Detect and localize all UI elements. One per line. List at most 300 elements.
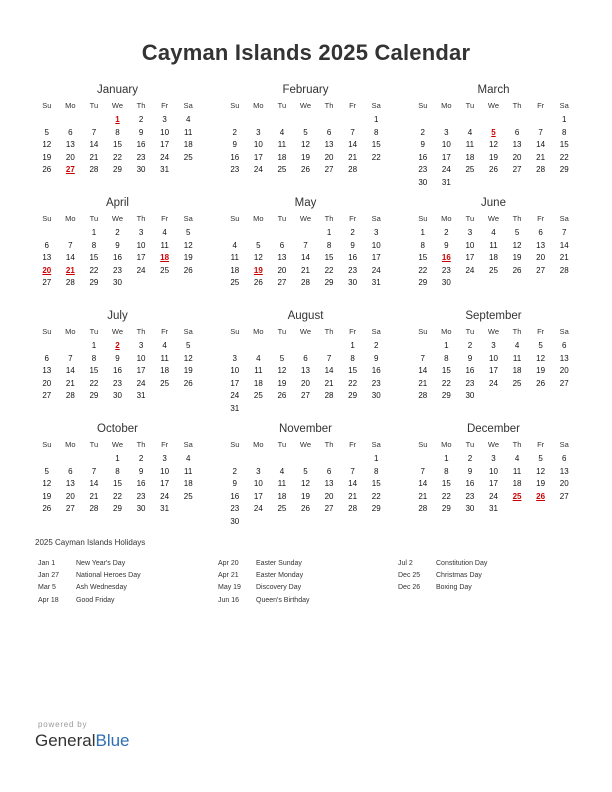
day-cell: 1 (115, 454, 120, 463)
day-cell: 31 (489, 504, 498, 514)
holiday-item (218, 582, 398, 594)
day-cell: 23 (230, 504, 240, 514)
day-cell: 12 (183, 240, 193, 250)
day-cell: 10 (465, 240, 475, 250)
empty-day-cell (505, 114, 529, 127)
weekday-label: Th (324, 440, 334, 449)
day-cell: 27 (536, 265, 546, 275)
day-cell: 20 (65, 152, 75, 162)
week-row (223, 152, 388, 165)
month-name: December (466, 423, 521, 435)
month-name: October (97, 423, 138, 435)
day-cell: 24 (136, 265, 146, 275)
day-cell: 10 (136, 353, 146, 363)
day-cell: 8 (444, 466, 449, 476)
day-cell: 31 (160, 165, 170, 175)
day-cell: 7 (561, 228, 567, 237)
day-cell: 21 (89, 152, 99, 162)
day-cell: 27 (65, 504, 75, 514)
day-cell: 9 (350, 240, 355, 250)
brand-general: General (35, 731, 96, 750)
day-cell: 10 (136, 240, 146, 250)
empty-day-cell (341, 516, 365, 529)
empty-day-cell (505, 177, 529, 190)
holiday-item (218, 570, 398, 582)
day-cell: 18 (465, 152, 475, 162)
day-cell: 7 (420, 466, 425, 476)
day-cell: 18 (160, 366, 170, 376)
day-cell: 15 (371, 479, 381, 489)
weekday-label: Sa (371, 214, 381, 223)
weekday-label: Mo (65, 440, 76, 449)
day-cell: 6 (44, 353, 49, 363)
day-cell: 5 (44, 127, 49, 137)
empty-day-cell (294, 403, 318, 416)
empty-day-cell (505, 277, 529, 290)
holiday-date: Jul 2 (398, 560, 413, 567)
weekday-label: We (299, 214, 312, 223)
day-cell: 16 (348, 253, 358, 263)
day-cell: 25 (183, 152, 193, 162)
day-cell: 30 (348, 278, 358, 288)
empty-day-cell (223, 453, 247, 466)
day-cell: 26 (183, 378, 193, 388)
week-row (411, 340, 576, 353)
day-cell: 2 (232, 127, 237, 137)
day-cell: 31 (230, 403, 240, 413)
day-cell: 22 (348, 378, 358, 388)
week-row (223, 127, 388, 140)
day-cell: 9 (138, 466, 144, 476)
weekday-label: Mo (253, 101, 264, 110)
day-cell: 16 (230, 152, 240, 162)
day-cell: 12 (301, 140, 310, 150)
day-cell: 27 (559, 491, 569, 501)
month-july (35, 308, 200, 421)
empty-day-cell (529, 177, 553, 190)
weekday-label: Su (230, 101, 240, 110)
day-cell: 1 (444, 454, 449, 463)
day-cell: 23 (441, 265, 451, 275)
day-cell: 30 (371, 391, 381, 401)
day-cell: 17 (160, 479, 170, 489)
day-cell: 17 (371, 253, 381, 263)
day-cell: 4 (467, 127, 473, 137)
day-cell: 22 (89, 378, 99, 388)
empty-day-cell (364, 403, 388, 416)
day-cell: 21 (324, 378, 334, 388)
day-cell: 22 (441, 491, 451, 501)
day-cell: 30 (136, 504, 146, 514)
day-cell: 27 (301, 391, 310, 401)
day-cell: 19 (301, 491, 310, 501)
day-cell: 9 (420, 140, 425, 150)
weekday-label: Mo (441, 327, 452, 336)
week-row (35, 503, 200, 516)
day-cell: 17 (465, 253, 475, 263)
day-cell: 24 (371, 265, 381, 275)
day-cell: 24 (136, 378, 146, 388)
day-cell: 11 (512, 466, 522, 476)
day-cell: 7 (91, 466, 97, 476)
holiday-name: National Heroes Day (76, 572, 141, 580)
day-cell: 23 (465, 378, 475, 388)
day-cell: 13 (536, 240, 546, 250)
empty-day-cell (247, 114, 271, 127)
holiday-date: Jan 27 (38, 572, 60, 580)
day-cell: 20 (536, 253, 546, 263)
week-row (35, 265, 200, 278)
empty-day-cell (411, 114, 435, 127)
empty-day-cell (317, 114, 341, 127)
weekday-label: We (111, 327, 124, 336)
day-cell: 20 (324, 152, 334, 162)
day-cell: 8 (326, 240, 332, 250)
weekday-label: Sa (559, 327, 569, 336)
day-cell: 19 (183, 253, 193, 263)
day-cell: 9 (467, 353, 473, 363)
weekday-label: Sa (559, 214, 569, 223)
day-cell: 25 (277, 165, 287, 175)
day-cell: 18 (160, 253, 170, 263)
weekday-header (35, 324, 200, 340)
weekday-label: Mo (253, 214, 264, 223)
day-cell: 9 (115, 240, 120, 250)
day-cell: 7 (350, 127, 355, 137)
day-cell: 15 (371, 140, 381, 150)
day-cell: 8 (420, 240, 425, 250)
week-row (223, 466, 388, 479)
day-cell: 29 (89, 391, 99, 401)
day-cell: 18 (277, 152, 287, 162)
empty-day-cell (529, 503, 553, 516)
day-cell: 12 (42, 479, 52, 489)
day-cell: 8 (373, 127, 379, 137)
day-cell: 29 (559, 165, 569, 175)
month-june (411, 195, 576, 308)
empty-day-cell (247, 403, 271, 416)
day-cell: 21 (418, 491, 428, 501)
day-cell: 19 (183, 366, 193, 376)
weekday-label: Su (418, 327, 428, 336)
day-cell: 29 (418, 278, 428, 288)
holidays-list (38, 558, 578, 607)
weekday-label: We (487, 101, 500, 110)
day-cell: 14 (65, 253, 75, 263)
week-row (223, 252, 388, 265)
day-cell: 26 (42, 504, 52, 514)
week-row (35, 164, 200, 177)
empty-day-cell (317, 403, 341, 416)
day-cell: 19 (277, 378, 287, 388)
weekday-label: Mo (441, 214, 452, 223)
weekday-label: Su (418, 214, 428, 223)
week-row (35, 127, 200, 140)
weekday-label: Fr (161, 327, 169, 336)
day-cell: 10 (489, 353, 498, 363)
month-february (223, 82, 388, 195)
day-cell: 19 (536, 479, 546, 489)
month-name: July (107, 310, 128, 322)
day-cell: 10 (160, 466, 170, 476)
weekday-label: We (299, 440, 312, 449)
empty-day-cell (411, 453, 435, 466)
day-cell: 14 (348, 479, 358, 489)
day-cell: 30 (441, 278, 451, 288)
empty-day-cell (270, 453, 294, 466)
week-row (223, 491, 388, 504)
day-cell: 5 (279, 353, 285, 363)
day-cell: 29 (89, 278, 99, 288)
weekday-label: We (487, 440, 500, 449)
weekday-label: Tu (89, 214, 99, 223)
empty-day-cell (482, 177, 506, 190)
day-cell: 24 (465, 265, 475, 275)
day-cell: 17 (136, 366, 146, 376)
day-cell: 11 (512, 353, 522, 363)
day-cell: 9 (467, 466, 473, 476)
day-cell: 30 (465, 391, 475, 401)
day-cell: 24 (489, 378, 498, 388)
day-cell: 17 (253, 491, 263, 501)
week-row (35, 277, 200, 290)
holiday-column (218, 558, 398, 607)
generalblue-logo[interactable] (35, 731, 130, 751)
day-cell: 8 (444, 353, 449, 363)
weekday-label: Sa (371, 101, 381, 110)
day-cell: 31 (136, 391, 146, 401)
day-cell: 11 (489, 240, 498, 250)
weekday-label: Sa (559, 440, 569, 449)
holiday-item (38, 595, 218, 607)
weekday-label: Tu (465, 101, 475, 110)
empty-day-cell (35, 227, 59, 240)
day-cell: 20 (301, 378, 310, 388)
empty-day-cell (223, 227, 247, 240)
day-cell: 19 (536, 366, 546, 376)
empty-day-cell (176, 277, 200, 290)
month-april (35, 195, 200, 308)
day-cell: 15 (113, 479, 122, 489)
day-cell: 3 (467, 228, 473, 237)
day-cell: 21 (418, 378, 428, 388)
day-cell: 7 (91, 127, 97, 137)
weekday-label: Sa (183, 101, 193, 110)
day-cell: 23 (136, 152, 146, 162)
day-cell: 22 (418, 265, 428, 275)
holiday-date: Dec 26 (398, 584, 421, 592)
day-cell: 26 (42, 165, 52, 175)
day-cell: 27 (65, 165, 75, 175)
day-cell: 21 (89, 491, 99, 501)
empty-day-cell (35, 453, 59, 466)
empty-day-cell (317, 516, 341, 529)
day-cell: 12 (42, 140, 52, 150)
day-cell: 28 (536, 165, 546, 175)
empty-day-cell (552, 177, 576, 190)
empty-day-cell (529, 390, 553, 403)
empty-day-cell (458, 177, 482, 190)
empty-day-cell (247, 516, 271, 529)
day-cell: 13 (65, 479, 75, 489)
weekday-label: Th (136, 440, 146, 449)
day-cell: 14 (536, 140, 546, 150)
day-cell: 15 (418, 253, 428, 263)
day-cell: 6 (326, 466, 332, 476)
empty-day-cell (59, 227, 83, 240)
empty-day-cell (82, 453, 106, 466)
week-row (223, 139, 388, 152)
week-row (35, 365, 200, 378)
day-cell: 8 (115, 127, 120, 137)
weekday-label: Fr (537, 440, 545, 449)
day-cell: 14 (89, 140, 99, 150)
week-row (223, 265, 388, 278)
holiday-date: Apr 21 (218, 572, 239, 580)
day-cell: 7 (68, 240, 73, 250)
week-row (411, 478, 576, 491)
day-cell: 10 (160, 127, 170, 137)
page-title: Cayman Islands 2025 Calendar (141, 40, 471, 65)
empty-day-cell (364, 516, 388, 529)
day-cell: 11 (230, 253, 239, 263)
day-cell: 6 (303, 353, 308, 363)
day-cell: 7 (326, 353, 332, 363)
day-cell: 7 (538, 127, 543, 137)
empty-day-cell (223, 114, 247, 127)
day-cell: 10 (489, 466, 498, 476)
day-cell: 4 (162, 341, 167, 350)
day-cell: 3 (138, 228, 144, 237)
weekday-label: We (299, 101, 312, 110)
day-cell: 4 (232, 240, 237, 250)
holiday-date: Mar 5 (38, 584, 56, 592)
day-cell: 17 (136, 253, 146, 263)
day-cell: 9 (444, 240, 449, 250)
day-cell: 19 (42, 152, 52, 162)
day-cell: 3 (232, 353, 237, 363)
weekday-label: Su (42, 101, 52, 110)
week-row (223, 353, 388, 366)
day-cell: 3 (256, 127, 261, 137)
day-cell: 26 (512, 265, 522, 275)
month-name: March (477, 84, 510, 96)
week-row (223, 478, 388, 491)
day-cell: 29 (113, 165, 122, 175)
weekday-header (223, 211, 388, 227)
holiday-name: Discovery Day (256, 584, 302, 592)
day-cell: 24 (253, 504, 263, 514)
day-cell: 7 (350, 466, 355, 476)
weekday-label: Th (512, 327, 522, 336)
day-cell: 20 (42, 265, 52, 275)
empty-day-cell (35, 340, 59, 353)
day-cell: 21 (65, 378, 75, 388)
day-cell: 25 (183, 491, 193, 501)
empty-day-cell (529, 277, 553, 290)
week-row (35, 453, 200, 466)
holiday-item (38, 570, 218, 582)
empty-day-cell (294, 227, 318, 240)
day-cell: 24 (230, 391, 240, 401)
day-cell: 4 (491, 228, 496, 237)
day-cell: 29 (371, 504, 381, 514)
day-cell: 26 (277, 391, 287, 401)
week-row (411, 164, 576, 177)
day-cell: 1 (373, 454, 379, 463)
day-cell: 26 (301, 504, 310, 514)
day-cell: 18 (183, 140, 193, 150)
day-cell: 9 (373, 353, 379, 363)
empty-day-cell (59, 114, 83, 127)
day-cell: 5 (185, 228, 191, 237)
weekday-label: Fr (161, 214, 169, 223)
day-cell: 12 (536, 466, 546, 476)
day-cell: 14 (89, 479, 99, 489)
week-row (35, 491, 200, 504)
day-cell: 5 (491, 127, 496, 137)
day-cell: 17 (489, 479, 498, 489)
day-cell: 26 (536, 491, 546, 501)
day-cell: 17 (489, 366, 498, 376)
day-cell: 28 (418, 391, 428, 401)
empty-day-cell (482, 390, 506, 403)
week-row (223, 403, 388, 416)
day-cell: 11 (277, 479, 287, 489)
weekday-label: Fr (349, 327, 357, 336)
empty-day-cell (364, 164, 388, 177)
day-cell: 18 (277, 491, 287, 501)
day-cell: 8 (115, 466, 120, 476)
day-cell: 5 (185, 341, 191, 350)
day-cell: 2 (373, 341, 379, 350)
week-row (223, 277, 388, 290)
month-october (35, 421, 200, 534)
day-cell: 12 (489, 140, 498, 150)
empty-day-cell (270, 340, 294, 353)
day-cell: 9 (232, 140, 237, 150)
day-cell: 6 (279, 240, 285, 250)
weekday-label: Su (230, 327, 240, 336)
day-cell: 8 (373, 466, 379, 476)
empty-day-cell (552, 277, 576, 290)
day-cell: 24 (160, 491, 170, 501)
day-cell: 27 (324, 504, 334, 514)
day-cell: 2 (467, 341, 473, 350)
day-cell: 5 (303, 127, 308, 137)
day-cell: 5 (256, 240, 261, 250)
day-cell: 23 (113, 378, 122, 388)
weekday-label: Su (418, 101, 428, 110)
day-cell: 4 (279, 466, 285, 476)
holiday-name: Good Friday (76, 596, 115, 604)
day-cell: 21 (348, 152, 358, 162)
day-cell: 18 (183, 479, 193, 489)
day-cell: 28 (301, 278, 310, 288)
day-cell: 23 (348, 265, 358, 275)
day-cell: 28 (348, 165, 358, 175)
day-cell: 29 (441, 504, 451, 514)
week-row (223, 390, 388, 403)
day-cell: 11 (184, 127, 193, 137)
week-row (411, 365, 576, 378)
day-cell: 19 (301, 152, 310, 162)
day-cell: 15 (559, 140, 569, 150)
day-cell: 9 (232, 479, 237, 489)
weekday-header (223, 437, 388, 453)
weekday-label: Tu (465, 440, 475, 449)
day-cell: 19 (489, 152, 498, 162)
